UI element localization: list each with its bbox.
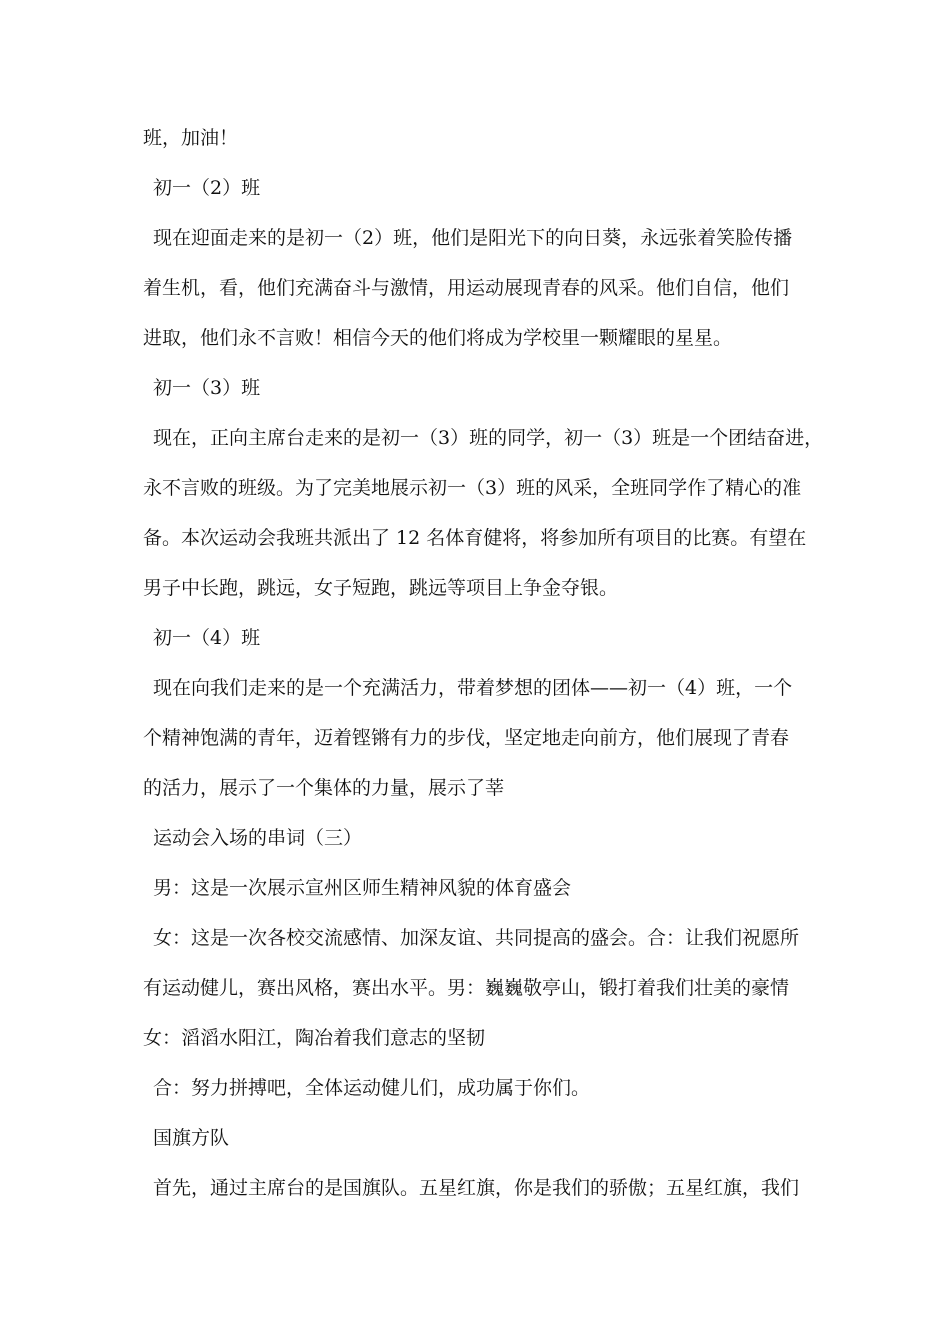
text-line: 合：努力拼搏吧，全体运动健儿们，成功属于你们。 [153, 1077, 591, 1099]
text-line: 现在，正向主席台走来的是初一（3）班的同学，初一（3）班是一个团结奋进， [153, 427, 824, 449]
text-line: 男：这是一次展示宣州区师生精神风貌的体育盛会 [153, 877, 572, 899]
text-line: 有运动健儿，赛出风格，赛出水平。男：巍巍敬亭山，锻打着我们壮美的豪情 [143, 977, 790, 999]
section-heading: 初一（3）班 [153, 377, 261, 399]
text-line: 进取，他们永不言败！相信今天的他们将成为学校里一颗耀眼的星星。 [143, 327, 733, 349]
text-line: 现在向我们走来的是一个充满活力，带着梦想的团体——初一（4）班，一个 [153, 677, 793, 699]
text-line: 着生机，看，他们充满奋斗与激情，用运动展现青春的风采。他们自信，他们 [143, 277, 790, 299]
section-heading: 运动会入场的串词（三） [153, 827, 363, 849]
text-line: 女：这是一次各校交流感情、加深友谊、共同提高的盛会。合：让我们祝愿所 [153, 927, 800, 949]
text-line: 个精神饱满的青年，迈着铿锵有力的步伐，坚定地走向前方，他们展现了青春 [143, 727, 790, 749]
text-line: 男子中长跑，跳远，女子短跑，跳远等项目上争金夺银。 [143, 577, 619, 599]
text-line: 女：滔滔水阳江，陶冶着我们意志的坚韧 [143, 1027, 486, 1049]
text-line: 现在迎面走来的是初一（2）班，他们是阳光下的向日葵，永远张着笑脸传播 [153, 227, 793, 249]
text-line: 永不言败的班级。为了完美地展示初一（3）班的风采，全班同学作了精心的准 [143, 477, 802, 499]
text-line: 备。本次运动会我班共派出了 12 名体育健将，将参加所有项目的比赛。有望在 [143, 527, 807, 549]
text-line: 的活力，展示了一个集体的力量，展示了莘 [143, 777, 505, 799]
text-line: 班，加油！ [143, 127, 239, 149]
section-heading: 初一（4）班 [153, 627, 261, 649]
section-heading: 国旗方队 [153, 1127, 230, 1149]
section-heading: 初一（2）班 [153, 177, 261, 199]
text-line: 首先，通过主席台的是国旗队。五星红旗，你是我们的骄傲；五星红旗，我们 [153, 1177, 800, 1199]
